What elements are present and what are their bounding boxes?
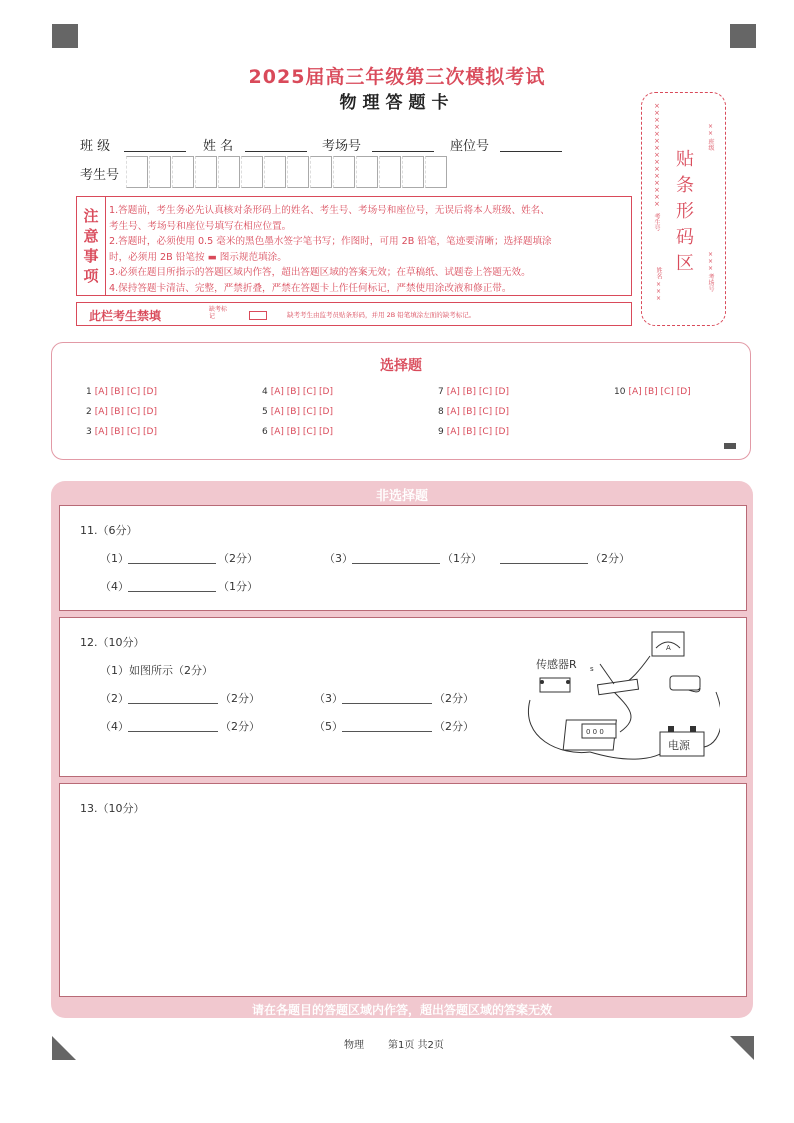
timing-mark [724,443,736,449]
non-choice-section [51,481,753,1018]
name-field[interactable] [245,150,307,152]
room-field[interactable] [372,150,434,152]
choice-options[interactable]: [A] [B] [C] [D] [446,427,509,437]
choice-question-9[interactable] [438,427,509,437]
multiple-choice-title: 选择题 [380,358,422,374]
choice-question-number: 9 [438,427,444,437]
paste-left-note: 考生号 [653,213,660,231]
q12-blank5-points: （2分） [434,720,474,733]
room-label: 考场号 [322,139,362,154]
choice-options[interactable]: [A] [B] [C] [D] [446,407,509,417]
q12-label: 12.（10分） [80,636,145,649]
exam-number-digit-box[interactable] [264,156,286,188]
choice-question-3[interactable] [86,427,157,437]
choice-question-number: 2 [86,407,92,417]
missing-checkbox[interactable] [249,311,267,320]
exam-number-digit-box[interactable] [425,156,447,188]
choice-options[interactable]: [A] [B] [C] [D] [94,387,157,397]
circuit-diagram[interactable] [520,628,720,770]
exam-number-digit-box[interactable] [287,156,309,188]
q12-blank4-label: （4） [100,720,129,733]
q12-blank3-label: （3） [314,692,343,705]
barcode-paste-area [641,92,726,326]
exam-number-digit-box[interactable] [333,156,355,188]
choice-question-7[interactable] [438,387,509,397]
choice-question-number: 3 [86,427,92,437]
choice-question-1[interactable] [86,387,157,397]
choice-question-2[interactable] [86,407,157,417]
choice-question-number: 1 [86,387,92,397]
registration-mark-bottom-right [730,1036,754,1060]
choice-question-number: 10 [614,387,626,397]
class-label: 班 级 [80,139,111,154]
paste-cross-column: × × × × × × × × × × × × × × × [654,102,660,208]
page-subtitle: 物理答题卡 [339,93,455,113]
multiple-choice-section [51,342,751,460]
q12-blank2-points: （2分） [220,692,260,705]
exam-number-label: 考生号 [80,168,120,183]
q11-blank1-label: （1） [100,552,129,565]
exam-number-digit-box[interactable] [172,156,194,188]
q12-part1: （1）如图所示（2分） [100,664,213,677]
choice-question-number: 7 [438,387,444,397]
choice-question-8[interactable] [438,407,509,417]
q11-blank1[interactable] [128,562,216,564]
q12-blank2[interactable] [128,702,218,704]
q11-blank3-points: （1分） [442,552,482,565]
q11-blank4[interactable] [128,590,216,592]
footer-subject: 物理 [344,1040,364,1051]
choice-question-number: 4 [262,387,268,397]
q11-blank3b[interactable] [500,562,588,564]
exam-number-digit-box[interactable] [126,156,148,188]
choice-question-5[interactable] [262,407,333,417]
registration-mark-bottom-left [52,1036,76,1060]
choice-question-6[interactable] [262,427,333,437]
exam-number-digit-box[interactable] [402,156,424,188]
seat-field[interactable] [500,150,562,152]
exam-number-digit-box[interactable] [379,156,401,188]
sensor-label: 传感器R [536,658,577,671]
class-field[interactable] [124,150,186,152]
sensor-subscript: s [590,665,594,673]
notice-heading: 注 意 事 项 [77,197,106,295]
choice-question-4[interactable] [262,387,333,397]
notice-text [109,203,627,296]
notice-line: 3.必须在题目所指示的答题区域内作答，超出答题区域的答案无效；在草稿纸、试题卷上答题无效。 [109,267,531,278]
resistance-box-digits: 0 0 0 [586,728,604,736]
q12-blank2-label: （2） [100,692,129,705]
exam-number-digit-box[interactable] [310,156,332,188]
paste-top-note: ×× 班级 [707,123,714,151]
registration-mark-top-right [730,24,756,48]
question-12-area [59,617,747,777]
missing-note: 缺考考生由监考员贴条形码，并用 2B 铅笔填涂左面的缺考标记。 [287,311,476,319]
notice-line: 1.答题前，考生务必先认真核对条形码上的姓名、考生号、考场号和座位号，无误后将本人班级、姓名、 [109,205,550,216]
q12-blank3[interactable] [342,702,432,704]
choice-question-number: 5 [262,407,268,417]
q13-label: 13.（10分） [80,802,145,815]
choice-options[interactable]: [A] [B] [C] [D] [628,387,691,397]
missing-label: 缺考标记 [209,306,228,320]
notice-line: 时，必须用 2B 铅笔按 ▬ 图示规范填涂。 [109,251,287,263]
notice-line: 4.保持答题卡清洁、完整，严禁折叠，严禁在答题卡上作任何标记，严禁使用涂改液和修正带。 [109,282,512,294]
q11-blank3[interactable] [352,562,440,564]
exam-number-digit-box[interactable] [195,156,217,188]
paste-bottom-note: 姓名 ××× [655,267,662,302]
notice-box [76,196,632,296]
exam-number-digit-box[interactable] [218,156,240,188]
choice-question-number: 6 [262,427,268,437]
page-title: 2025届高三年级第三次模拟考试 [248,66,546,88]
q12-blank5[interactable] [342,730,432,732]
non-choice-title: 非选择题 [375,489,428,504]
choice-question-number: 8 [438,407,444,417]
exam-number-digit-box[interactable] [149,156,171,188]
choice-options[interactable]: [A] [B] [C] [D] [270,387,333,397]
q11-blank3-label: （3） [324,552,353,565]
footer-page: 第1页 共2页 [388,1040,444,1051]
paste-label: 贴 条 形 码 区 [676,149,694,274]
q12-blank4-points: （2分） [220,720,260,733]
name-label: 姓 名 [203,139,234,154]
q11-blank1-points: （2分） [218,552,258,565]
q11-label: 11.（6分） [80,524,138,537]
paste-right-note: ××× 考场号 [707,251,714,292]
q11-blank4-points: （1分） [218,580,258,593]
notice-line: 考生号、考场号和座位号填写在相应位置。 [109,220,292,232]
notice-line: 2.答题时，必须使用 0.5 毫米的黑色墨水签字笔书写；作图时，可用 2B 铅笔，笔迹要清晰；选择题填涂 [109,236,552,247]
q11-blank4-label: （4） [100,580,129,593]
forbid-row [76,302,632,326]
exam-number-digit-box[interactable] [356,156,378,188]
choice-question-10[interactable] [614,387,691,397]
choice-options[interactable]: [A] [B] [C] [D] [270,407,333,417]
meter-label: A [666,644,671,652]
registration-mark-top-left [52,24,78,48]
choice-options[interactable]: [A] [B] [C] [D] [94,427,157,437]
bottom-warning: 请在各题目的答题区域内作答，超出答题区域的答案无效 [251,1003,552,1017]
q12-blank5-label: （5） [314,720,343,733]
power-label: 电源 [668,739,690,752]
question-11-area [59,505,747,611]
seat-label: 座位号 [450,139,490,154]
question-13-area[interactable] [59,783,747,997]
choice-options[interactable]: [A] [B] [C] [D] [94,407,157,417]
forbid-label: 此栏考生禁填 [89,309,162,323]
choice-options[interactable]: [A] [B] [C] [D] [446,387,509,397]
q12-blank4[interactable] [128,730,218,732]
choice-options[interactable]: [A] [B] [C] [D] [270,427,333,437]
q12-blank3-points: （2分） [434,692,474,705]
exam-number-digit-box[interactable] [241,156,263,188]
q11-blank3b-points: （2分） [590,552,630,565]
